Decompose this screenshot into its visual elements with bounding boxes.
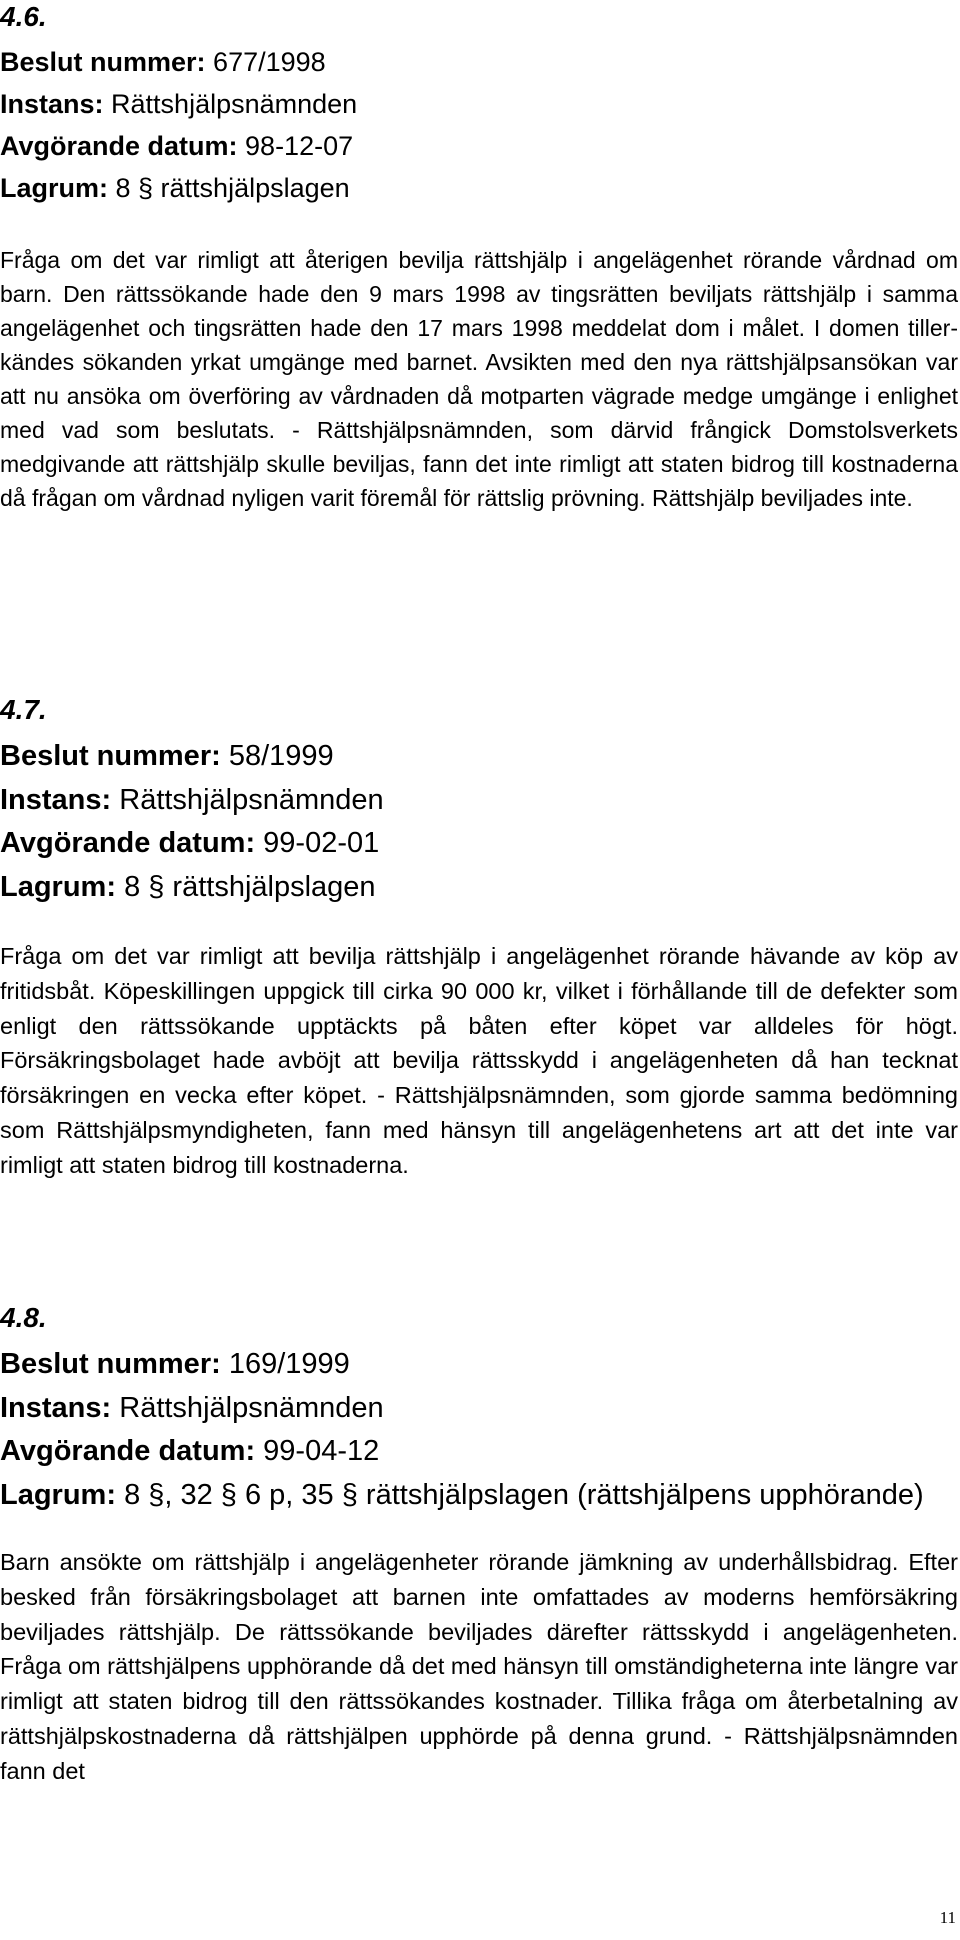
lagrum-field: Lagrum: 8 § rättshjälpslagen [0,173,350,203]
lagrum-label: Lagrum [0,173,100,203]
avgorande-datum-field: Avgörande datum: 98-12-07 [0,131,354,161]
section-number: 4.6. [0,1,47,32]
decision-summary: Fråga om det var rimligt att bevilja rättshjälp i angelägenhet rörande hävande av köp av fritidsbåt. Köpeskillingen uppgick till cirka 90 000 kr, vilket i förhållande till de defekter som enligt den rättssökande upptäckts på båten efter köpet var alldeles för högt. Försäkringsbolaget hade avböjt att bevilja rättsskydd i angelägenheten då han tecknat försäkringen en vecka efter köpet. - Rättshjälpsnämnden, som gjorde samma bedömning som Rättshjälpsmyndigheten, fann med hänsyn till angelägenhetens art att det inte var rimligt att staten bidrog till kostnaderna. [0,943,958,1178]
beslut-nummer-field: Beslut nummer: 58/1999 [0,740,334,772]
decision-summary: Barn ansökte om rättshjälp i angelägenheter rörande jämkning av underhållsbidrag. Efter besked från försäkringsbolaget att barnen inte omfattades av moderns hemförsäkring beviljades rättshjälp. De rättssökande beviljades därefter rättsskydd i angelägenheten. Fråga om rättshjälpens upphörande då det med hänsyn till omständigheterna inte längre var rimligt att staten bidrog till den rättssökandes kostnader. Tillika fråga om återbetalning av rättshjälpskostnaderna då rättshjälpen upphörde på denna grund. - Rättshjälpsnämnden fann det [0,1549,958,1784]
beslut-label: Beslut nummer [0,1348,212,1380]
beslut-value: 58/1999 [228,740,334,772]
instans-label: Instans [0,1391,102,1424]
lagrum-value: 8 §, 32 § 6 p, 35 § rättshjälpslagen (rättshjälpens upphörande) [124,1478,924,1511]
page-number: 11 [939,1908,956,1927]
instans-value: Rättshjälpsnämnden [111,89,358,119]
beslut-nummer-field: Beslut nummer: 677/1998 [0,47,326,77]
beslut-label: Beslut nummer [0,47,197,77]
section-number: 4.7. [0,694,47,725]
datum-label: Avgörande datum [0,131,229,161]
section-4-6 [0,2,958,515]
section-4-8 [0,1303,958,1789]
instans-field: Instans: Rättshjälpsnämnden [0,783,384,816]
lagrum-label: Lagrum [0,870,107,903]
instans-value: Rättshjälpsnämnden [119,783,384,816]
instans-value: Rättshjälpsnämnden [119,1391,384,1424]
instans-field: Instans: Rättshjälpsnämnden [0,1391,384,1424]
decision-summary: Fråga om det var rimligt att återigen bevilja rättshjälp i angelägenhet rörande vårdnad om barn. Den rättssökande hade den 9 mars 1998 av tingsrätten beviljats rättshjälp i samma angelägenhet och tingsrätten hade den 17 mars 1998 meddelat dom i målet. I domen tillerkändes sökanden yrkat umgänge med barnet. Avsikten med den nya rättshjälpsansökan var att nu ansöka om överföring av vårdnaden då motparten vägrade medge umgänge i enlighet med vad som beslutats. - Rättshjälpsnämnden, som därvid frångick Domstolsverkets medgivande att rättshjälp skulle beviljas, fann det inte rimligt att staten bidrog till kostnaderna då frågan om vårdnad nyligen varit föremål för rättslig prövning. Rättshjälp beviljades inte. [0,247,958,511]
lagrum-value: 8 § rättshjälpslagen [124,870,376,903]
instans-label: Instans [0,783,102,816]
lagrum-label: Lagrum [0,1478,107,1511]
beslut-value: 677/1998 [213,47,326,77]
beslut-nummer-field: Beslut nummer: 169/1999 [0,1348,350,1380]
avgorande-datum-field: Avgörande datum: 99-04-12 [0,1435,380,1467]
beslut-value: 169/1999 [228,1348,350,1380]
lagrum-field: Lagrum: 8 §, 32 § 6 p, 35 § rättshjälpslagen (rättshjälpens upphörande) [0,1478,924,1511]
section-4-7 [0,695,958,1183]
datum-value: 99-02-01 [263,827,380,859]
instans-field: Instans: Rättshjälpsnämnden [0,89,358,119]
lagrum-value: 8 § rättshjälpslagen [115,173,350,203]
datum-value: 98-12-07 [245,131,354,161]
instans-label: Instans [0,89,95,119]
section-number: 4.8. [0,1302,47,1333]
datum-label: Avgörande datum [0,1435,246,1467]
datum-label: Avgörande datum [0,827,246,859]
beslut-label: Beslut nummer [0,740,212,772]
lagrum-field: Lagrum: 8 § rättshjälpslagen [0,870,376,903]
avgorande-datum-field: Avgörande datum: 99-02-01 [0,827,380,859]
datum-value: 99-04-12 [263,1435,380,1467]
